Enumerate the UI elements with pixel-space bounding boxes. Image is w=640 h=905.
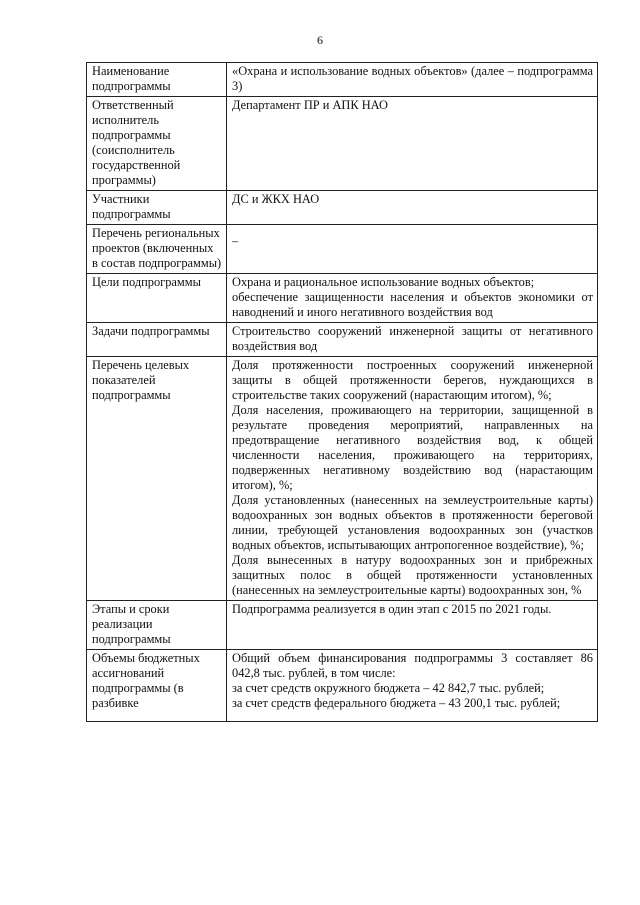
table-row [87,357,598,601]
row-label: Задачи подпрограммы [87,323,227,357]
table-row [87,601,598,650]
row-content [227,63,598,97]
row-label: Участники подпрограммы [87,191,227,225]
paragraph: за счет средств окружного бюджета – 42 842,7 тыс. рублей; [232,681,545,695]
row-label: Объемы бюджетных ассигнований подпрограммы (в разбивке [87,650,227,722]
table-row [87,97,598,191]
row-label: Этапы и сроки реализации подпрограммы [87,601,227,650]
row-content [227,191,598,225]
paragraph: Подпрограмма реализуется в один этап с 2015 по 2021 годы. [232,602,552,616]
row-content [227,650,598,722]
row-content [227,323,598,357]
table-row [87,323,598,357]
row-label: Перечень целевых показателей подпрограммы [87,357,227,601]
subprogram-passport-table [86,62,598,722]
paragraph: Доля протяженности построенных сооружений инженерной защиты в общей протяженности берегов, нуждающихся в строительстве таких сооружений (нарастающим итогом), %; [232,358,593,402]
paragraph: ДС и ЖКХ НАО [232,192,320,206]
paragraph: Охрана и рациональное использование водных объектов; [232,275,535,289]
paragraph: за счет средств федерального бюджета – 43 200,1 тыс. рублей; [232,696,561,710]
row-label: Наименование подпрограммы [87,63,227,97]
table-row [87,225,598,274]
page-number: 6 [317,33,323,47]
paragraph: Доля вынесенных в натуру водоохранных зон и прибрежных защитных полос в общей протяженности установленных (нанесенных на землеустроительные карты) водоохранных зон, % [232,553,593,597]
row-content [227,97,598,191]
row-label: Перечень региональных проектов (включенных в состав подпрограммы) [87,225,227,274]
paragraph: обеспечение защищенности населения и объектов экономики от наводнений и иного негативного воздействия вод [232,290,593,319]
row-content [227,357,598,601]
paragraph: Общий объем финансирования подпрограммы 3 составляет 86 042,8 тыс. рублей, в том числе: [232,651,593,680]
table-row [87,274,598,323]
paragraph: «Охрана и использование водных объектов» (далее – подпрограмма 3) [232,64,593,93]
paragraph: Доля установленных (нанесенных на землеустроительные карты) водоохранных зон водных объектов в протяженности береговой линии, требующей установления водоохранных зон (участков водных объектов, испытывающих антропогенное воздействие), %; [232,493,593,552]
paragraph: Департамент ПР и АПК НАО [232,98,388,112]
row-content [227,274,598,323]
row-label: Ответственный исполнитель подпрограммы (соисполнитель государственной программы) [87,97,227,191]
paragraph: – [232,234,239,248]
row-content [227,225,598,274]
row-label: Цели подпрограммы [87,274,227,323]
table-row [87,191,598,225]
row-content [227,601,598,650]
table-row [87,650,598,722]
paragraph: Строительство сооружений инженерной защиты от негативного воздействия вод [232,324,593,353]
paragraph: Доля населения, проживающего на территории, защищенной в результате проведения мероприятий, направленных на предотвращение негативного воздействия вод, к общей численности населения, проживающего на территориях, подверженных негативному воздействию вод (нарастающим итогом), %; [232,403,593,492]
table-row [87,63,598,97]
